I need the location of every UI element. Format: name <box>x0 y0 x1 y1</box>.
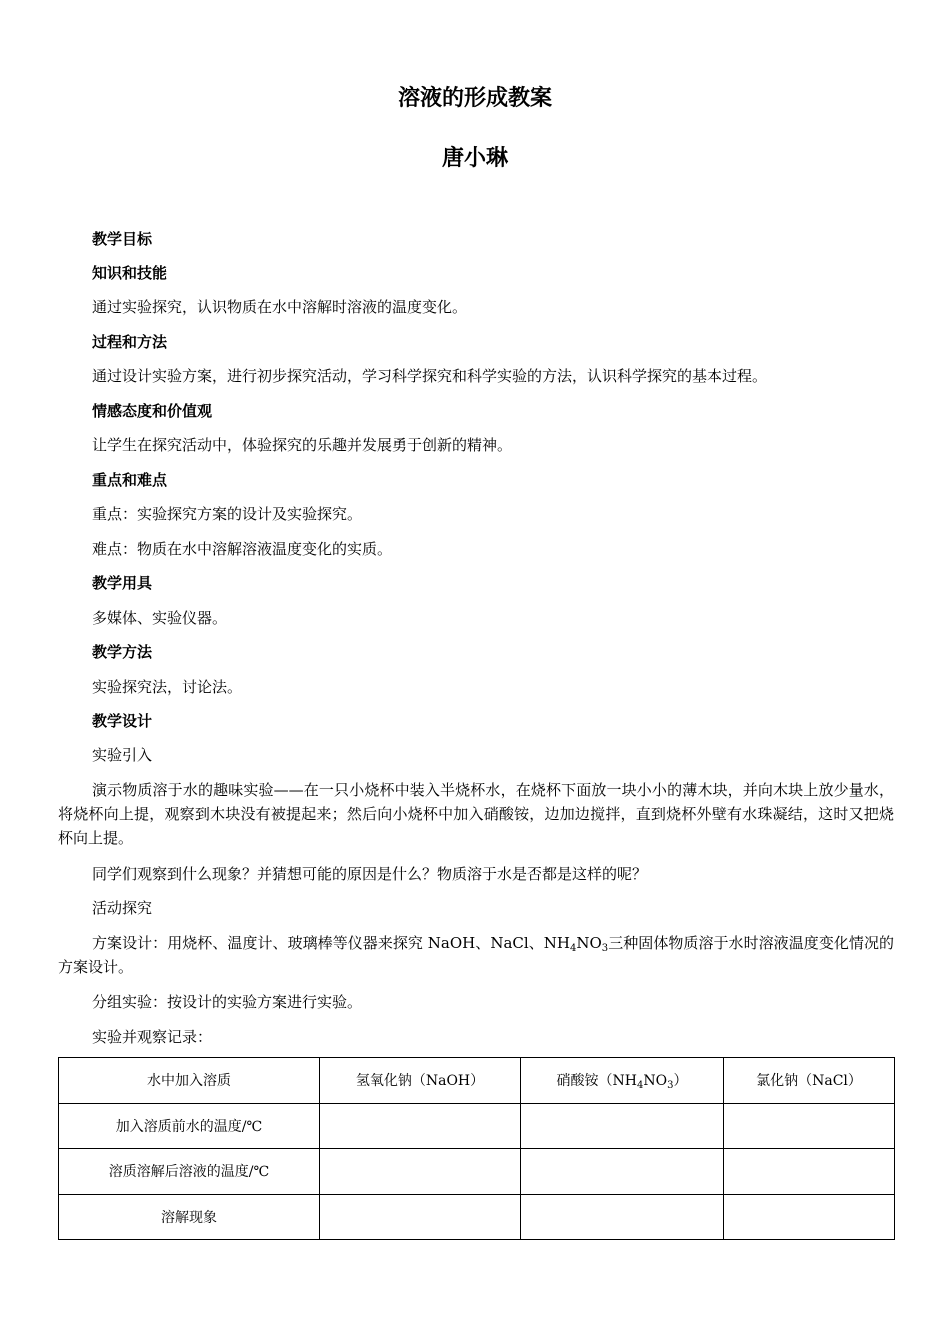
text-tools: 多媒体、实验仪器。 <box>92 609 228 627</box>
nh4no3-sub-2: 3 <box>667 1080 674 1092</box>
label-intro: 实验引入 <box>92 746 153 764</box>
heading-focus: 重点和难点 <box>92 471 168 489</box>
text-question: 同学们观察到什么现象？并猜想可能的原因是什么？物质溶于水是否都是这样的呢？ <box>92 865 648 883</box>
row-label-before-temp: 加入溶质前水的温度/℃ <box>59 1103 320 1149</box>
table-cell[interactable] <box>320 1103 521 1149</box>
plan-sub-1: 4 <box>569 943 577 954</box>
plan-sub-2: 3 <box>601 943 609 954</box>
row-label-after-temp: 溶质溶解后溶液的温度/℃ <box>59 1149 320 1195</box>
table-cell[interactable] <box>521 1194 724 1240</box>
nh4no3-sub-1: 4 <box>636 1080 644 1092</box>
table-cell[interactable] <box>724 1149 895 1195</box>
text-method: 实验探究法，讨论法。 <box>92 678 243 696</box>
document-author: 唐小琳 <box>441 146 508 171</box>
table-cell[interactable] <box>724 1103 895 1149</box>
plan-text-post: 三种固体物质溶于水时溶液温度变化情况的方案设计。 <box>58 934 894 976</box>
heading-tools: 教学用具 <box>92 574 153 592</box>
document-title: 溶液的形成教案 <box>397 86 552 111</box>
table-cell[interactable] <box>724 1194 895 1240</box>
table-cell[interactable] <box>521 1103 724 1149</box>
label-activity: 活动探究 <box>92 899 153 917</box>
text-focus-difficult: 难点：物质在水中溶解溶液温度变化的实质。 <box>92 540 393 558</box>
table-cell[interactable] <box>521 1149 724 1195</box>
table-row <box>59 1149 895 1195</box>
plan-text-mid: NO <box>576 934 602 952</box>
table-row <box>59 1194 895 1240</box>
nh4no3-mid: NO <box>643 1073 668 1090</box>
table-row <box>59 1103 895 1149</box>
table-header-row <box>59 1058 895 1104</box>
table-header-nh4no3 <box>521 1058 724 1104</box>
table-cell[interactable] <box>320 1194 521 1240</box>
heading-attitude: 情感态度和价值观 <box>92 402 213 420</box>
text-focus-key: 重点：实验探究方案的设计及实验探究。 <box>92 505 363 523</box>
text-attitude: 让学生在探究活动中，体验探究的乐趣并发展勇于创新的精神。 <box>92 436 513 454</box>
row-label-phenomenon: 溶解现象 <box>59 1194 320 1240</box>
heading-process: 过程和方法 <box>92 333 168 351</box>
nh4no3-post: ） <box>673 1073 688 1090</box>
plan-text-pre: 方案设计：用烧杯、温度计、玻璃棒等仪器来探究 NaOH、NaCl、NH <box>92 934 570 952</box>
table-header-nacl: 氯化钠（NaCl） <box>724 1058 895 1104</box>
text-group: 分组实验：按设计的实验方案进行实验。 <box>92 993 363 1011</box>
record-table <box>58 1057 895 1240</box>
table-header-naoh: 氢氧化钠（NaOH） <box>320 1058 521 1104</box>
heading-goals: 教学目标 <box>92 230 153 248</box>
label-record: 实验并观察记录： <box>92 1028 213 1046</box>
heading-method: 教学方法 <box>92 643 153 661</box>
table-cell[interactable] <box>320 1149 521 1195</box>
paragraph-intro: 演示物质溶于水的趣味实验——在一只小烧杯中装入半烧杯水，在烧杯下面放一块小小的薄木块，并向木块上放少量水，将烧杯向上提，观察到木块没有被提起来；然后向小烧杯中加入硝酸铵，边加边搅拌，直到烧杯外壁有水珠凝结，这时又把烧杯向上提。 <box>58 781 894 847</box>
heading-design: 教学设计 <box>92 712 153 730</box>
heading-knowledge: 知识和技能 <box>92 264 168 282</box>
text-knowledge: 通过实验探究，认识物质在水中溶解时溶液的温度变化。 <box>92 298 468 316</box>
table-header-solute: 水中加入溶质 <box>59 1058 320 1104</box>
nh4no3-pre: 硝酸铵（NH <box>556 1073 637 1090</box>
text-process: 通过设计实验方案，进行初步探究活动，学习科学探究和科学实验的方法，认识科学探究的基本过程。 <box>92 367 768 385</box>
paragraph-plan <box>58 931 894 979</box>
